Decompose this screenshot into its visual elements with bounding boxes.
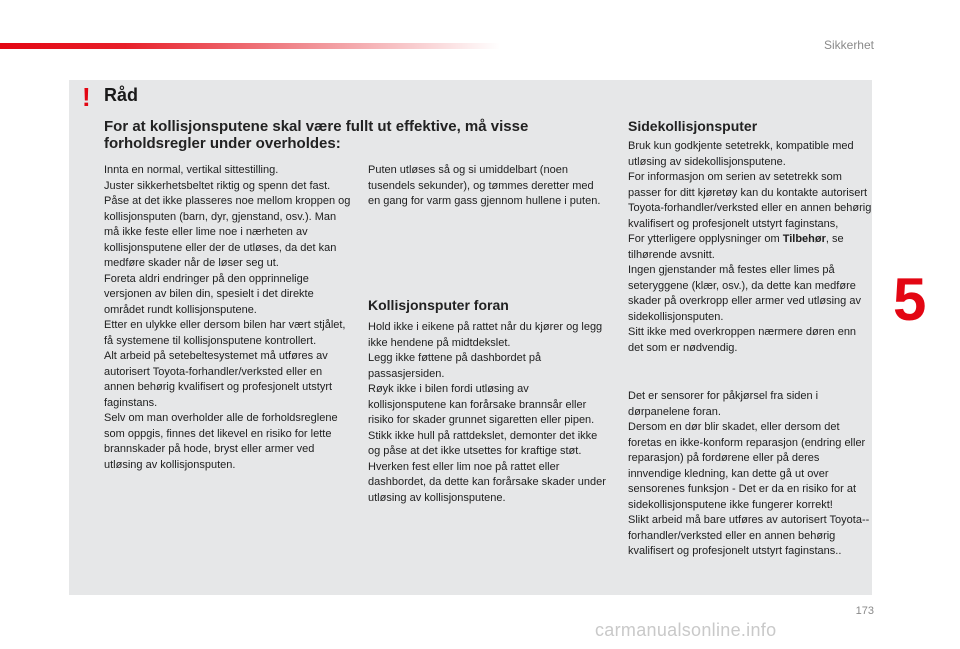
intro-heading: For at kollisjonsputene skal være fullt ut effektive, må visse forholdsregler under overholdes:: [104, 118, 529, 152]
accessories-link-text: Tilbehør: [782, 233, 826, 245]
deployment-info-text: Puten utløses så og si umiddelbart (noen tusendels sekunder), og tømmes deretter med en gang for varm gass gjennom hullene i puten.: [368, 164, 601, 207]
side-airbags-text: [628, 139, 873, 356]
page-number: 173: [855, 605, 874, 617]
front-airbags-heading: Kollisjonsputer foran: [368, 297, 509, 313]
advice-title: Råd: [104, 85, 139, 105]
chapter-number: 5: [893, 266, 927, 333]
section-title: Sikkerhet: [823, 38, 874, 52]
side-text-part-1: Bruk kun godkjente setetrekk, kompatible med utløsing av sidekollisjonsputene. For informasjon om serien av setetrekk som passer for ditt kjøretøy kan du kontakte autorisert Toyota-forhandler/verksted eller en annen behørig kvalifisert og profesjonelt utstyrt faginstans, For ytterligere opplysninger om: [628, 140, 872, 245]
header-accent-bar: [0, 43, 500, 49]
side-text-part-2: , se tilhørende avsnitt. Ingen gjenstander må festes eller limes på seteryggene (klær, osv.), da dette kan medføre skader på overkropp eller armer ved utløsing av sidekollisjonsputen. Sitt ikke med overkroppen nærmere døren enn det som er nødvendig.: [628, 233, 861, 354]
front-airbags-text: Hold ikke i eikene på rattet når du kjører og legg ikke hendene på midtdekslet. Legg ikke føttene på dashbordet på passasjersiden. Røyk ikke i bilen fordi utløsing av kollisjonsputene kan forårsake brannsår eller risiko for skader grunnet sigaretten eller pipen. Stikk ikke hull på rattdekslet, demonter det ikke og påse at det ikke utsettes for kraftige støt. Hverken fest eller lim noe på rattet eller dashbordet, da dette kan forårsake skader under utløsing av kollisjonsputene.: [368, 321, 606, 504]
watermark: carmanualsonline.info: [595, 620, 777, 640]
warning-exclamation-icon: !: [82, 82, 91, 112]
general-precautions-text: Innta en normal, vertikal sittestilling. Juster sikkerhetsbeltet riktig og spenn det fast. Påse at det ikke plasseres noe mellom kroppen og kollisjonsputen (barn, dyr, gjenstand, osv.). Man må ikke feste eller lime noe i nærheten av kollisjonsputene eller der de utløses, da det kan medføre skader når de løser seg ut. Foreta aldri endringer på den opprinnelige versjonen av bilen din, spesielt i det direkte området rundt kollisjonsputene. Etter en ulykke eller dersom bilen har vært stjålet, få systemene til kollisjonsputene kontrollert. Alt arbeid på setebeltesystemet må utføres av autorisert Toyota-forhandler/verksted eller en annen behørig kvalifisert og profesjonelt utstyrt faginstans. Selv om man overholder alle de forholdsreglene som oppgis, finnes det likevel en risiko for lette brannskader på hode, bryst eller armer ved utløsing av kollisjonsputen.: [104, 164, 351, 471]
side-sensors-text: Det er sensorer for påkjørsel fra siden i dørpanelene foran. Dersom en dør blir skadet, eller dersom det foretas en ikke-konform reparasjon (endring eller reparasjon) på fordørene eller på deres innvendige kledning, kan dette gå ut over sensorenes funksjon - Det er da en risiko for at sidekollisjonsputene ikke fungerer korrekt! Slikt arbeid må bare utføres av autorisert Toyota--forhandler/verksted eller en annen behørig kvalifisert og profesjonelt utstyrt faginstans..: [628, 390, 870, 557]
side-airbags-heading: Sidekollisjonsputer: [628, 118, 758, 134]
